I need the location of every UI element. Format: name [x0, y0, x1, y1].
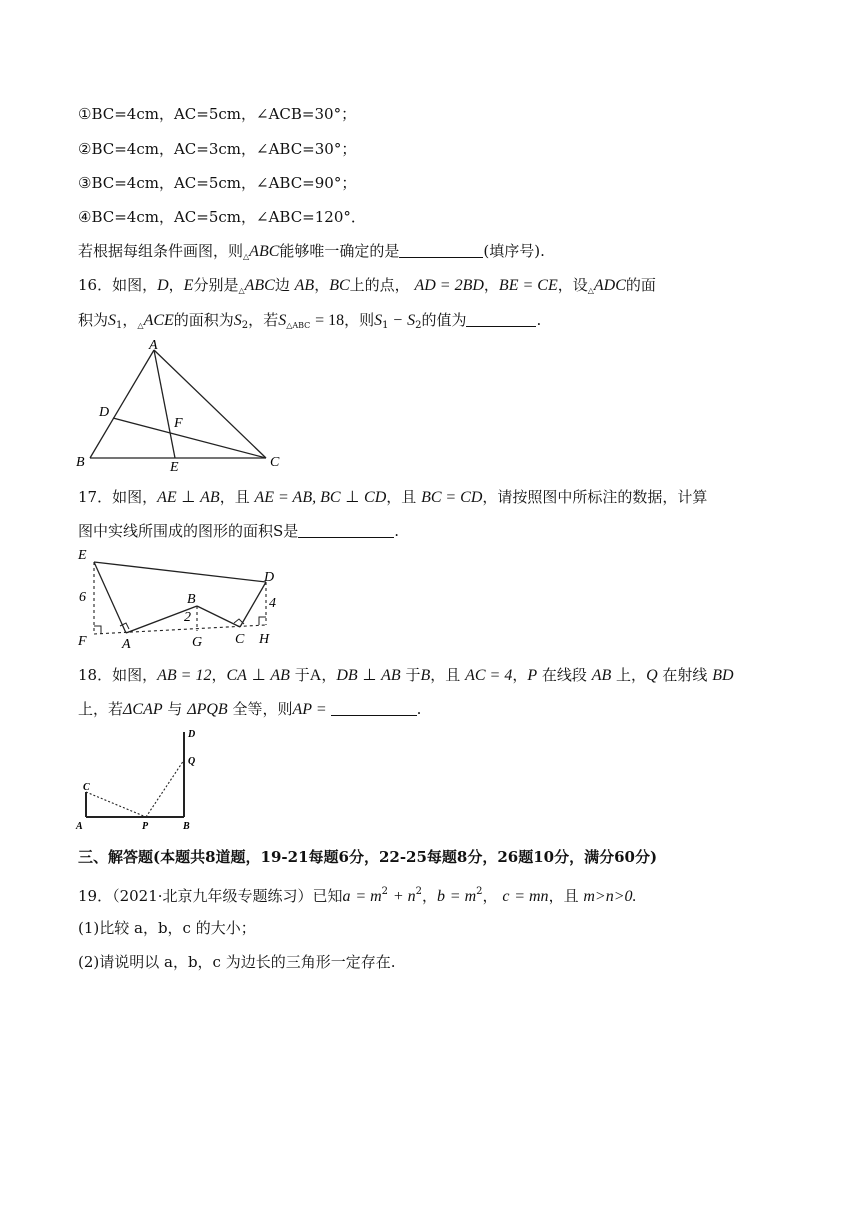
- label-C: C: [235, 632, 245, 647]
- label-B: B: [76, 455, 85, 470]
- label-two: 2: [184, 610, 191, 625]
- label-D: D: [264, 570, 275, 585]
- q18-line-1: 18．如图，AB = 12，CA ⊥ AB 于A，DB ⊥ AB 于B，且 AC = 4，P 在线段 AB 上，Q 在射线 BD: [78, 666, 734, 684]
- label-G: G: [192, 635, 203, 650]
- q16-line-1: 16．如图，D，E分别是$_\triangle$ABC边 AB，BC上的点， AD = 2BD，BE = CE，设$_\triangle$ADC的面: [78, 276, 656, 295]
- label-B: B: [183, 821, 190, 832]
- q19-line-1: 19．（2021·北京九年级专题练习）已知$a = m^2 + n^2$，$b = m^2$， c = mn，且 m>n>0.: [78, 886, 637, 905]
- condition-1: ①BC=4cm，AC=5cm，∠ACB=30°；: [78, 105, 357, 123]
- label-C: C: [83, 782, 90, 793]
- answer-blank[interactable]: [466, 312, 536, 327]
- figure-18: [74, 728, 214, 833]
- q18-line-2: 上，若ΔCAP 与 ΔPQB 全等，则AP = .: [78, 700, 422, 718]
- q15-question: 若根据每组条件画图，则$_\triangle$ABC能够唯一确定的是 (填序号).: [78, 242, 545, 261]
- label-C: C: [270, 455, 280, 470]
- label-F: F: [174, 416, 183, 431]
- answer-blank[interactable]: [399, 243, 483, 258]
- condition-3: ③BC=4cm，AC=5cm，∠ABC=90°；: [78, 174, 357, 192]
- label-A: A: [122, 637, 131, 652]
- q17-line-1: 17．如图，AE ⊥ AB，且 AE = AB, BC ⊥ CD，且 BC = CD，请按照图中所标注的数据，计算: [78, 488, 708, 506]
- label-B: B: [187, 592, 196, 607]
- label-A: A: [76, 821, 83, 832]
- label-six: 6: [79, 590, 86, 605]
- label-D: D: [99, 405, 110, 420]
- q17-line-2: 图中实线所围成的图形的面积S是 .: [78, 522, 400, 540]
- label-F: F: [78, 634, 87, 649]
- q19-part-1: (1)比较 a，b，c 的大小；: [78, 919, 256, 937]
- q16-line-2: 积为$S_1$，$_\triangle$ACE的面积为$S_2$，若$S_{\triangle ABC} = 18$，则$S_1 - S_2$的值为 .: [78, 311, 542, 331]
- label-D: D: [188, 729, 196, 740]
- section-3-heading: 三、解答题(本题共8道题，19-21每题6分，22-25每题8分，26题10分，满分60分): [78, 848, 658, 866]
- condition-2: ②BC=4cm，AC=3cm，∠ABC=30°；: [78, 140, 357, 158]
- label-E: E: [78, 548, 87, 563]
- figure-17: [72, 545, 292, 650]
- label-P: P: [142, 821, 149, 832]
- figure-16: [70, 338, 300, 473]
- answer-blank[interactable]: [331, 701, 417, 716]
- q19-part-2: (2)请说明以 a，b，c 为边长的三角形一定存在.: [78, 953, 396, 971]
- label-E: E: [170, 460, 179, 475]
- answer-blank[interactable]: [298, 523, 394, 538]
- label-four: 4: [269, 596, 276, 611]
- label-Q: Q: [188, 756, 196, 767]
- condition-4: ④BC=4cm，AC=5cm，∠ABC=120°．: [78, 208, 366, 226]
- label-H: H: [259, 632, 270, 647]
- label-A: A: [149, 338, 158, 353]
